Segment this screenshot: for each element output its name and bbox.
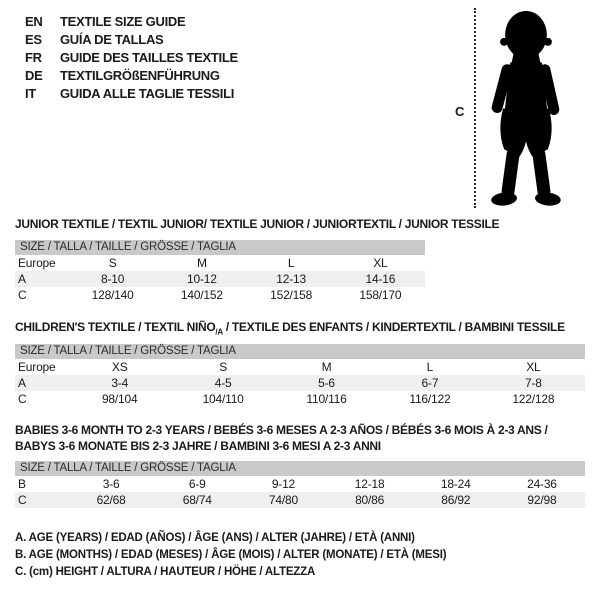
language-title: GUIDE DES TAILLES TEXTILE (60, 49, 238, 65)
size-cell: M (196, 256, 207, 270)
size-cell: XL (526, 360, 541, 374)
value-cell: 12-18 (354, 477, 385, 491)
language-row-it (25, 84, 238, 102)
row-label: B (18, 477, 26, 491)
row-label: A (18, 376, 26, 390)
children-title-text: / TEXTILE DES ENFANTS / KINDERTEXTIL / BAMBINI TESSILE (222, 320, 565, 334)
size-cell: S (219, 360, 228, 374)
children-size-table (15, 344, 585, 407)
value-cell: 24-36 (527, 477, 557, 491)
value-cell: 7-8 (524, 376, 542, 390)
value-cell: 62/68 (96, 493, 126, 507)
babies-title-line1: BABIES 3-6 MONTH TO 2-3 YEARS / BEBÉS 3-6 MESES A 2-3 AÑOS / BÉBÉS 3-6 MOIS À 2-3 ANS / (15, 423, 548, 437)
value-cell: 116/122 (409, 392, 451, 406)
language-code: DE (25, 67, 43, 83)
value-cell: 14-16 (365, 272, 396, 286)
note-age-months: B. AGE (MONTHS) / EDAD (MESES) / ÂGE (MOIS) / ALTER (MONATE) / ETÀ (MESI) (15, 549, 447, 561)
value-cell: 3-6 (102, 477, 120, 491)
value-cell: 10-12 (187, 272, 217, 286)
value-cell: 98/104 (101, 392, 138, 406)
value-cell: 158/170 (359, 288, 402, 302)
language-row-en (25, 12, 238, 30)
toddler-silhouette-icon (484, 9, 568, 208)
babies-title-line2: BABYS 3-6 MONATE BIS 2-3 JAHRE / BAMBINI 3-6 MESI A 2-3 ANNI (15, 439, 381, 453)
value-cell: 5-6 (318, 376, 335, 390)
children-title-sub: /A (215, 327, 223, 337)
row-label: A (18, 272, 26, 286)
language-row-es (25, 30, 238, 48)
row-label: C (18, 493, 27, 507)
language-row-de (25, 66, 238, 84)
value-cell: 152/158 (270, 288, 313, 302)
table-row-age (15, 271, 425, 287)
size-header-bar: SIZE / TALLA / TAILLE / GRÖSSE / TAGLIA (15, 344, 585, 359)
row-label: C (18, 392, 27, 406)
note-age-years: A. AGE (YEARS) / EDAD (AÑOS) / ÂGE (ANS) / ALTER (JAHRE) / ETÀ (ANNI) (15, 532, 415, 544)
language-list (25, 12, 238, 102)
value-cell: 86/92 (441, 493, 471, 507)
height-measure-dotted-line (474, 8, 476, 208)
height-measure-label: C (455, 104, 465, 119)
size-cell: XS (111, 360, 128, 374)
language-title: TEXTILE SIZE GUIDE (60, 13, 186, 29)
value-cell: 104/110 (202, 392, 244, 406)
size-cell: M (321, 360, 332, 374)
language-code: EN (25, 13, 43, 29)
row-label: C (18, 288, 27, 302)
language-title: GUIDA ALLE TAGLIE TESSILI (60, 85, 235, 101)
value-cell: 3-4 (111, 376, 129, 390)
row-label: Europe (18, 256, 56, 270)
language-title: GUÍA DE TALLAS (60, 31, 164, 47)
value-cell: 4-5 (214, 376, 232, 390)
value-cell: 6-9 (188, 477, 206, 491)
value-cell: 92/98 (527, 493, 557, 507)
babies-table-title (15, 422, 547, 454)
children-title-text: CHILDREN'S TEXTILE / TEXTIL NIÑO (15, 320, 216, 334)
junior-size-table (15, 240, 425, 303)
language-title: TEXTILGRÖßENFÜHRUNG (60, 67, 220, 83)
table-row-europe (15, 359, 585, 375)
value-cell: 80/86 (355, 493, 385, 507)
size-cell: S (108, 256, 117, 270)
babies-size-table (15, 461, 585, 508)
table-row-europe (15, 255, 425, 271)
size-cell: L (287, 256, 295, 270)
value-cell: 122/128 (512, 392, 555, 406)
value-cell: 9-12 (271, 477, 296, 491)
row-label: Europe (18, 360, 56, 374)
value-cell: 74/80 (268, 493, 298, 507)
size-cell: XL (373, 256, 388, 270)
size-cell: L (426, 360, 434, 374)
note-height: C. (cm) HEIGHT / ALTURA / HAUTEUR / HÖHE / ALTEZZA (15, 566, 316, 578)
language-code: FR (25, 49, 42, 65)
children-table-title (15, 319, 565, 340)
value-cell: 6-7 (421, 376, 439, 390)
value-cell: 68/74 (182, 493, 212, 507)
table-row-age (15, 375, 585, 391)
value-cell: 8-10 (101, 272, 125, 286)
language-code: ES (25, 31, 42, 47)
value-cell: 12-13 (276, 272, 306, 286)
table-row-height (15, 492, 585, 508)
value-cell: 110/116 (306, 392, 347, 406)
size-header-bar: SIZE / TALLA / TAILLE / GRÖSSE / TAGLIA (15, 461, 585, 476)
legend-notes (15, 530, 446, 581)
junior-table-title: JUNIOR TEXTILE / TEXTIL JUNIOR/ TEXTILE JUNIOR / JUNIORTEXTIL / JUNIOR TESSILE (15, 217, 500, 231)
language-row-fr (25, 48, 238, 66)
size-header-bar: SIZE / TALLA / TAILLE / GRÖSSE / TAGLIA (15, 240, 425, 255)
table-row-height (15, 287, 425, 303)
language-code: IT (25, 85, 36, 101)
value-cell: 128/140 (91, 288, 134, 302)
table-row-age-months (15, 476, 585, 492)
value-cell: 140/152 (180, 288, 223, 302)
table-row-height (15, 391, 585, 407)
value-cell: 18-24 (440, 477, 471, 491)
